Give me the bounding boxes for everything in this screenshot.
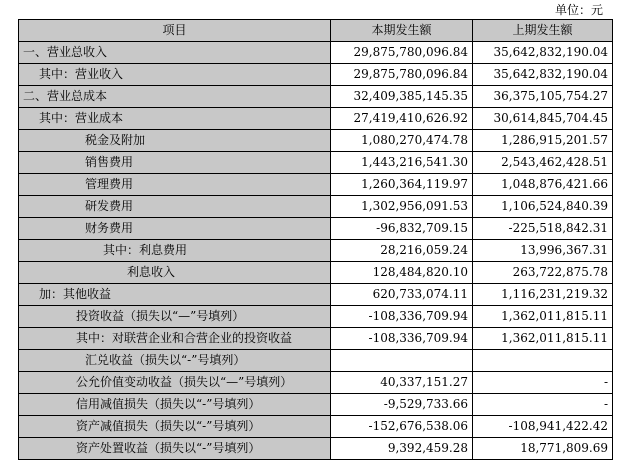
row-label: 销售费用 [19, 152, 331, 174]
current-value: 29,875,780,096.84 [331, 42, 473, 64]
current-value: 40,337,151.27 [331, 372, 473, 394]
previous-value: 35,642,832,190.04 [473, 64, 613, 86]
previous-value: -108,941,422.42 [473, 416, 613, 438]
table-row [19, 328, 613, 350]
row-label: 公允价值变动收益（损失以“—”号填列） [19, 372, 331, 394]
previous-value: - [473, 372, 613, 394]
previous-value: 13,996,367.31 [473, 240, 613, 262]
header-item: 项目 [19, 20, 331, 42]
previous-value [473, 350, 613, 372]
previous-value: 1,362,011,815.11 [473, 306, 613, 328]
row-label: 加：其他收益 [19, 284, 331, 306]
table-row [19, 394, 613, 416]
table-row [19, 372, 613, 394]
previous-value: 36,375,105,754.27 [473, 86, 613, 108]
row-label: 其中：营业收入 [19, 64, 331, 86]
previous-value: 2,543,462,428.51 [473, 152, 613, 174]
row-label: 管理费用 [19, 174, 331, 196]
current-value: 128,484,820.10 [331, 262, 473, 284]
table-row [19, 240, 613, 262]
row-label: 其中：营业成本 [19, 108, 331, 130]
previous-value: 1,116,231,219.32 [473, 284, 613, 306]
previous-value: 30,614,845,704.45 [473, 108, 613, 130]
row-label: 投资收益（损失以“—”号填列） [19, 306, 331, 328]
table-header-row [19, 20, 613, 42]
current-value: -108,336,709.94 [331, 328, 473, 350]
current-value: 9,392,459.28 [331, 438, 473, 460]
table-row [19, 350, 613, 372]
current-value: 620,733,074.11 [331, 284, 473, 306]
previous-value: 35,642,832,190.04 [473, 42, 613, 64]
current-value: 27,419,410,626.92 [331, 108, 473, 130]
table-row [19, 108, 613, 130]
row-label: 二、营业总成本 [19, 86, 331, 108]
current-value: 29,875,780,096.84 [331, 64, 473, 86]
table-row [19, 284, 613, 306]
row-label: 其中：利息费用 [19, 240, 331, 262]
previous-value: - [473, 394, 613, 416]
previous-value: 18,771,809.69 [473, 438, 613, 460]
current-value: 1,080,270,474.78 [331, 130, 473, 152]
row-label: 税金及附加 [19, 130, 331, 152]
current-value: 1,443,216,541.30 [331, 152, 473, 174]
row-label: 财务费用 [19, 218, 331, 240]
row-label: 资产处置收益（损失以“-”号填列） [19, 438, 331, 460]
row-label: 研发费用 [19, 196, 331, 218]
previous-value: -225,518,842.31 [473, 218, 613, 240]
current-value: -152,676,538.06 [331, 416, 473, 438]
previous-value: 263,722,875.78 [473, 262, 613, 284]
current-value: 32,409,385,145.35 [331, 86, 473, 108]
table-row [19, 64, 613, 86]
table-row [19, 86, 613, 108]
table-row [19, 130, 613, 152]
current-value: -96,832,709.15 [331, 218, 473, 240]
header-previous-period: 上期发生额 [473, 20, 613, 42]
row-label: 一、营业总收入 [19, 42, 331, 64]
row-label: 汇兑收益（损失以“-”号填列） [19, 350, 331, 372]
table-row [19, 262, 613, 284]
previous-value: 1,106,524,840.39 [473, 196, 613, 218]
table-row [19, 174, 613, 196]
row-label: 利息收入 [19, 262, 331, 284]
table-row [19, 416, 613, 438]
unit-label: 单位：元 [554, 3, 603, 17]
row-label: 信用减值损失（损失以“-”号填列） [19, 394, 331, 416]
previous-value: 1,286,915,201.57 [473, 130, 613, 152]
table-row [19, 306, 613, 328]
current-value: -9,529,733.66 [331, 394, 473, 416]
current-value [331, 350, 473, 372]
row-label: 资产减值损失（损失以“-”号填列） [19, 416, 331, 438]
row-label: 其中：对联营企业和合营企业的投资收益 [19, 328, 331, 350]
previous-value: 1,362,011,815.11 [473, 328, 613, 350]
table-row [19, 152, 613, 174]
header-current-period: 本期发生额 [331, 20, 473, 42]
income-statement-table [18, 19, 613, 460]
previous-value: 1,048,876,421.66 [473, 174, 613, 196]
table-row [19, 42, 613, 64]
table-row [19, 218, 613, 240]
current-value: 1,302,956,091.53 [331, 196, 473, 218]
current-value: 1,260,364,119.97 [331, 174, 473, 196]
current-value: 28,216,059.24 [331, 240, 473, 262]
current-value: -108,336,709.94 [331, 306, 473, 328]
table-row [19, 196, 613, 218]
